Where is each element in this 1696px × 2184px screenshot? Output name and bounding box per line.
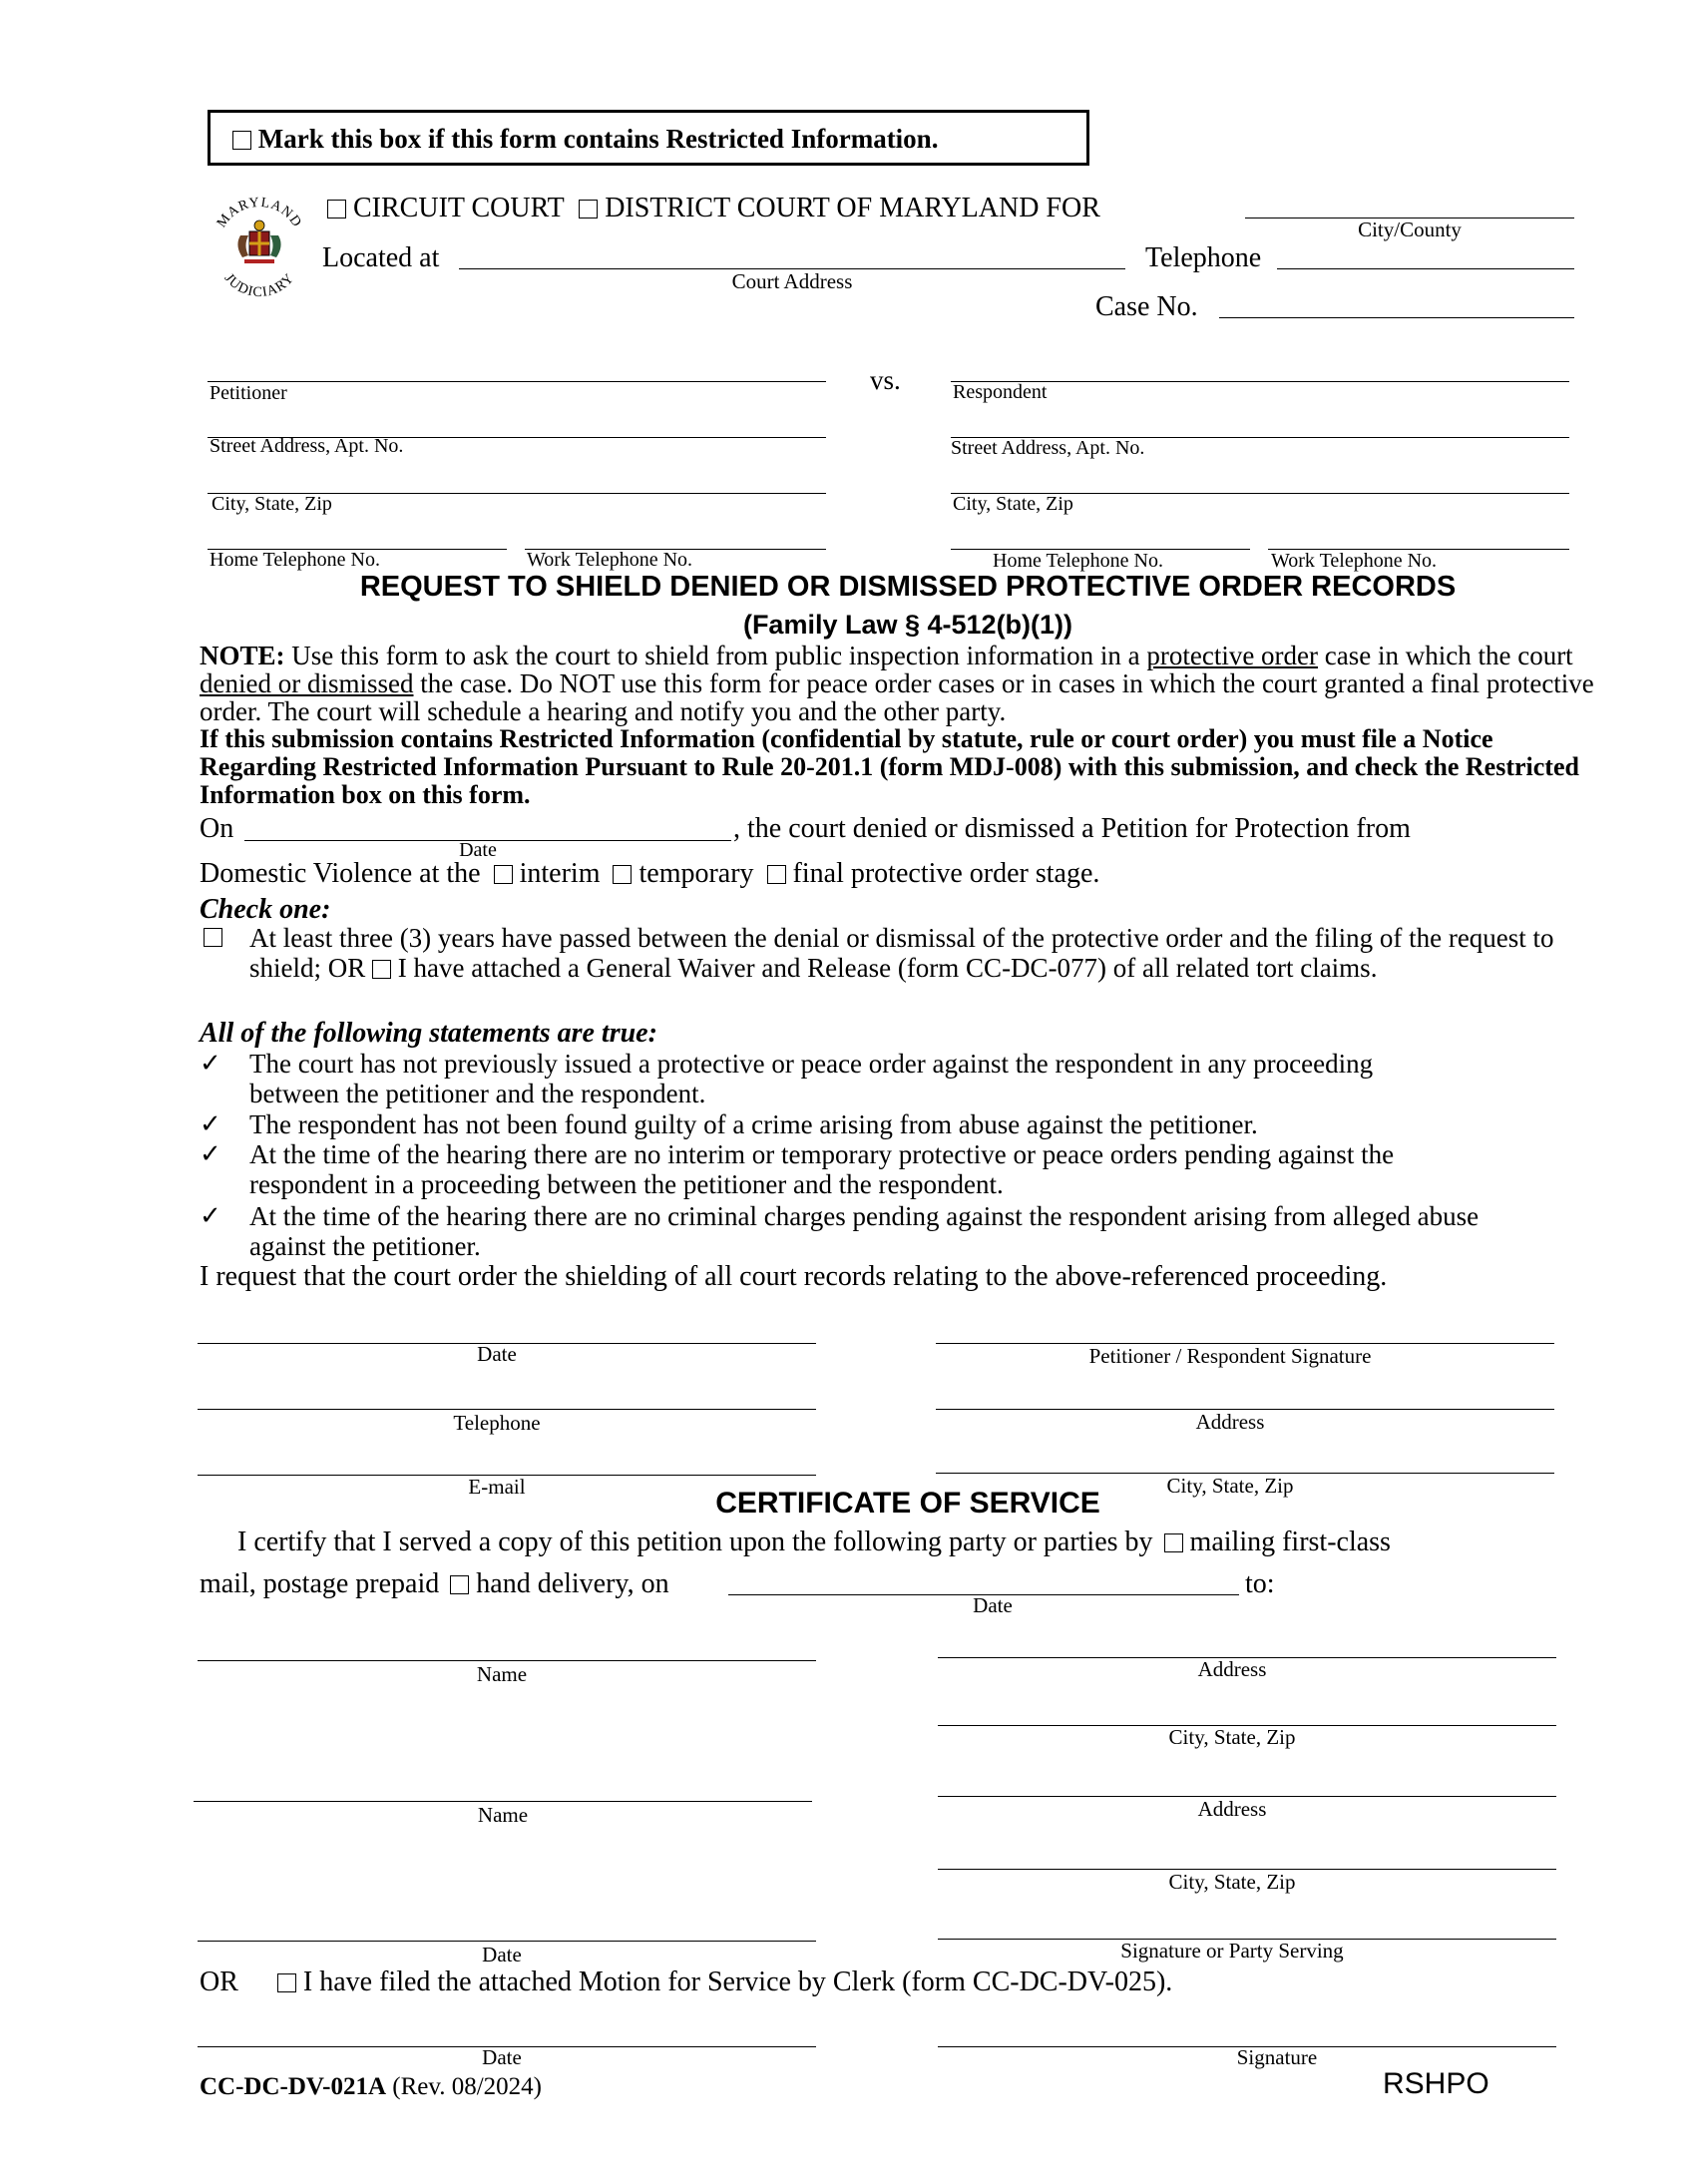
- three-years-checkbox[interactable]: [204, 928, 222, 947]
- maryland-judiciary-seal: [205, 192, 314, 309]
- hand-delivery-checkbox[interactable]: [450, 1575, 469, 1594]
- petitioner-caption: Petitioner: [210, 382, 287, 404]
- interim-checkbox[interactable]: [494, 865, 513, 884]
- district-court-label: DISTRICT COURT OF MARYLAND FOR: [605, 193, 1100, 223]
- signature-caption: Petitioner / Respondent Signature: [1088, 1344, 1372, 1368]
- service-sign-date-line[interactable]: [198, 1941, 816, 1942]
- address-caption: Address: [1195, 1410, 1265, 1434]
- note-paragraph: NOTE: Use this form to ask the court to shield from public inspection information in a protective order case in which the court denied or dismissed the case. Do NOT use this form for peace order cases or in cases in which the court granted a final protective order. The court will schedule a hearing and notify you and the other party.: [200, 641, 1594, 726]
- service-sign-date-caption: Date: [482, 1943, 522, 1966]
- temporary-checkbox[interactable]: [613, 865, 632, 884]
- petitioner-city-caption: City, State, Zip: [212, 493, 332, 515]
- temporary-label: temporary: [638, 858, 754, 889]
- or-label: OR: [200, 1966, 238, 1997]
- check-icon: ✓: [200, 1139, 221, 1168]
- form-subtitle: (Family Law § 4-512(b)(1)): [742, 610, 1073, 640]
- telephone-line[interactable]: [198, 1409, 816, 1410]
- petitioner-work-tel-caption: Work Telephone No.: [527, 549, 693, 571]
- svg-text:JUDICIARY: [221, 271, 298, 301]
- restricted-info-label: Mark this box if this form contains Restricted Information.: [257, 124, 939, 154]
- mail-postage-label: mail, postage prepaid: [200, 1568, 440, 1599]
- motion-checkbox[interactable]: [277, 1973, 296, 1992]
- telephone-caption: Telephone: [453, 1411, 541, 1435]
- circuit-court-checkbox[interactable]: [327, 200, 346, 218]
- court-telephone-line[interactable]: [1277, 268, 1574, 269]
- to-label: to:: [1245, 1568, 1275, 1599]
- statement-2: The respondent has not been found guilty of a crime arising from abuse against the petitioner.: [249, 1109, 1258, 1139]
- respondent-work-tel-caption: Work Telephone No.: [1271, 550, 1438, 572]
- address-caption-2: Address: [1197, 1797, 1267, 1821]
- statement-3: At the time of the hearing there are no interim or temporary protective or peace orders pending against the respondent in a proceeding between the petitioner and the respondent.: [249, 1139, 1395, 1199]
- form-revision: (Rev. 08/2024): [392, 2073, 542, 2100]
- petitioner-home-tel-caption: Home Telephone No.: [210, 549, 380, 571]
- interim-label: interim: [519, 858, 601, 889]
- case-no-line[interactable]: [1219, 317, 1574, 318]
- check-one-heading: Check one:: [200, 894, 331, 925]
- petitioner-line[interactable]: [208, 381, 826, 382]
- motion-signature-caption: Signature: [1236, 2045, 1318, 2069]
- telephone-label: Telephone: [1145, 242, 1262, 273]
- petitioner-street-caption: Street Address, Apt. No.: [210, 435, 404, 457]
- statement-1: The court has not previously issued a protective or peace order against the respondent in any proceeding between the petitioner and the respondent.: [249, 1049, 1374, 1108]
- city-caption-1: City, State, Zip: [1168, 1725, 1296, 1749]
- certificate-title: CERTIFICATE OF SERVICE: [715, 1487, 1100, 1520]
- statement-4: At the time of the hearing there are no criminal charges pending against the respondent arising from alleged abuse against the petitioner.: [249, 1201, 1480, 1261]
- form-code: RSHPO: [1383, 2067, 1489, 2100]
- respondent-street-caption: Street Address, Apt. No.: [951, 437, 1145, 459]
- city-state-zip-caption: City, State, Zip: [1166, 1474, 1294, 1498]
- mailing-label: mailing first-class: [1189, 1527, 1391, 1557]
- shield-request-text: I request that the court order the shielding of all court records relating to the above-referenced proceeding.: [200, 1261, 1388, 1292]
- restricted-info-notice: If this submission contains Restricted Information (confidential by statute, rule or court order) you must file a Notice Regarding Restricted Information Pursuant to Rule 20-201.1 (form MDJ-008) with this submission, and check the Restricted Information box on this form.: [200, 724, 1579, 809]
- circuit-court-label: CIRCUIT COURT: [353, 193, 565, 223]
- waiver-checkbox[interactable]: [372, 960, 391, 979]
- city-caption-2: City, State, Zip: [1168, 1870, 1296, 1894]
- check-one-paragraph: At least three (3) years have passed between the denial or dismissal of the protective order and the filing of the request to shield; OR I have attached a General Waiver and Release (form CC-DC-077) of all related tort claims.: [249, 923, 1554, 983]
- final-checkbox[interactable]: [767, 865, 786, 884]
- check-icon: ✓: [200, 1049, 221, 1078]
- respondent-caption: Respondent: [953, 381, 1048, 403]
- district-court-checkbox[interactable]: [579, 200, 598, 218]
- check-icon: ✓: [200, 1109, 221, 1138]
- seal-crest-icon: [237, 220, 280, 263]
- denied-text: , the court denied or dismissed a Petition for Protection from: [733, 813, 1411, 844]
- address-caption-1: Address: [1197, 1657, 1267, 1681]
- name-line-1[interactable]: [198, 1660, 816, 1661]
- name-caption-1: Name: [476, 1662, 528, 1686]
- city-county-caption: City/County: [1358, 218, 1462, 241]
- seal-top-text: MARYLAND: [213, 195, 305, 231]
- case-no-label: Case No.: [1095, 291, 1198, 322]
- final-label: final protective order stage.: [792, 858, 1100, 889]
- service-date-caption: Date: [973, 1593, 1013, 1617]
- name-line-2[interactable]: [194, 1801, 812, 1802]
- motion-label: I have filed the attached Motion for Service by Clerk (form CC-DC-DV-025).: [302, 1966, 1173, 1997]
- on-label: On: [200, 813, 234, 844]
- motion-date-caption: Date: [482, 2045, 522, 2069]
- check-icon: ✓: [200, 1201, 221, 1230]
- restricted-info-box: [208, 110, 1089, 166]
- certify-text: I certify that I served a copy of this petition upon the following party or parties by: [237, 1527, 1153, 1557]
- email-caption: E-mail: [468, 1475, 526, 1499]
- seal-bottom-text: JUDICIARY: [220, 270, 298, 301]
- mailing-checkbox[interactable]: [1164, 1533, 1183, 1552]
- court-address-caption: Court Address: [731, 269, 853, 293]
- statements-heading: All of the following statements are true:: [200, 1018, 657, 1049]
- name-caption-2: Name: [477, 1803, 529, 1827]
- hand-delivery-label: hand delivery, on: [476, 1568, 669, 1599]
- form-title: REQUEST TO SHIELD DENIED OR DISMISSED PROTECTIVE ORDER RECORDS: [359, 571, 1457, 603]
- respondent-city-caption: City, State, Zip: [953, 493, 1073, 515]
- dv-label: Domestic Violence at the: [200, 858, 481, 889]
- restricted-info-checkbox[interactable]: [232, 131, 251, 150]
- date-caption: Date: [477, 1342, 517, 1366]
- party-serving-caption: Signature or Party Serving: [1120, 1939, 1344, 1963]
- denial-date-caption: Date: [459, 839, 497, 861]
- located-at-label: Located at: [322, 242, 440, 273]
- form-number: CC-DC-DV-021A: [200, 2073, 386, 2100]
- vs-label: vs.: [870, 365, 901, 395]
- respondent-home-tel-caption: Home Telephone No.: [993, 550, 1163, 572]
